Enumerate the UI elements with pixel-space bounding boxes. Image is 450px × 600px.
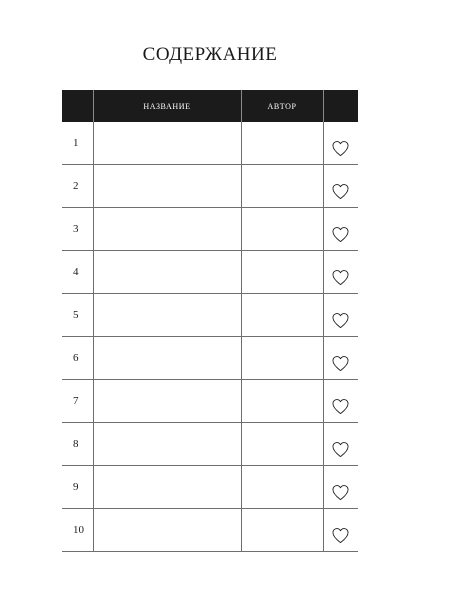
row-title-cell[interactable] [93, 466, 241, 509]
toc-table [62, 90, 358, 552]
row-number: 7 [62, 380, 93, 423]
heart-icon[interactable] [331, 527, 350, 544]
heart-icon[interactable] [331, 398, 350, 415]
heart-icon[interactable] [331, 183, 350, 200]
row-favorite-cell[interactable] [323, 380, 358, 423]
row-author-cell[interactable] [241, 294, 323, 337]
row-author-cell[interactable] [241, 122, 323, 165]
row-favorite-cell[interactable] [323, 509, 358, 552]
row-title-cell[interactable] [93, 509, 241, 552]
row-number: 1 [62, 122, 93, 165]
row-number: 3 [62, 208, 93, 251]
row-title-cell[interactable] [93, 380, 241, 423]
table-row [62, 165, 358, 208]
row-number: 5 [62, 294, 93, 337]
row-title-cell[interactable] [93, 122, 241, 165]
heart-icon[interactable] [331, 312, 350, 329]
header-favorite [323, 90, 358, 122]
header-number [62, 90, 93, 122]
row-favorite-cell[interactable] [323, 122, 358, 165]
table-row [62, 466, 358, 509]
heart-icon[interactable] [331, 226, 350, 243]
row-author-cell[interactable] [241, 466, 323, 509]
row-title-cell[interactable] [93, 251, 241, 294]
row-number: 10 [62, 509, 93, 552]
row-title-cell[interactable] [93, 337, 241, 380]
row-author-cell[interactable] [241, 423, 323, 466]
header-author: АВТОР [241, 90, 323, 122]
table-row [62, 208, 358, 251]
row-number: 8 [62, 423, 93, 466]
table-row [62, 337, 358, 380]
row-number: 4 [62, 251, 93, 294]
row-favorite-cell[interactable] [323, 294, 358, 337]
row-author-cell[interactable] [241, 509, 323, 552]
table-row [62, 509, 358, 552]
row-number: 9 [62, 466, 93, 509]
row-author-cell[interactable] [241, 165, 323, 208]
row-favorite-cell[interactable] [323, 337, 358, 380]
row-favorite-cell[interactable] [323, 423, 358, 466]
row-title-cell[interactable] [93, 165, 241, 208]
table-row [62, 423, 358, 466]
heart-icon[interactable] [331, 355, 350, 372]
row-title-cell[interactable] [93, 208, 241, 251]
table-row [62, 380, 358, 423]
row-favorite-cell[interactable] [323, 466, 358, 509]
row-author-cell[interactable] [241, 380, 323, 423]
table-header-row [62, 90, 358, 122]
heart-icon[interactable] [331, 484, 350, 501]
heart-icon[interactable] [331, 441, 350, 458]
table-row [62, 294, 358, 337]
row-number: 6 [62, 337, 93, 380]
page-title: СОДЕРЖАНИЕ [142, 44, 278, 65]
row-favorite-cell[interactable] [323, 208, 358, 251]
table-row [62, 251, 358, 294]
row-number: 2 [62, 165, 93, 208]
row-favorite-cell[interactable] [323, 165, 358, 208]
row-author-cell[interactable] [241, 251, 323, 294]
row-favorite-cell[interactable] [323, 251, 358, 294]
row-title-cell[interactable] [93, 423, 241, 466]
row-title-cell[interactable] [93, 294, 241, 337]
row-author-cell[interactable] [241, 337, 323, 380]
table-body [62, 122, 358, 552]
row-author-cell[interactable] [241, 208, 323, 251]
table-row [62, 122, 358, 165]
heart-icon[interactable] [331, 140, 350, 157]
heart-icon[interactable] [331, 269, 350, 286]
header-title: НАЗВАНИЕ [93, 90, 241, 122]
